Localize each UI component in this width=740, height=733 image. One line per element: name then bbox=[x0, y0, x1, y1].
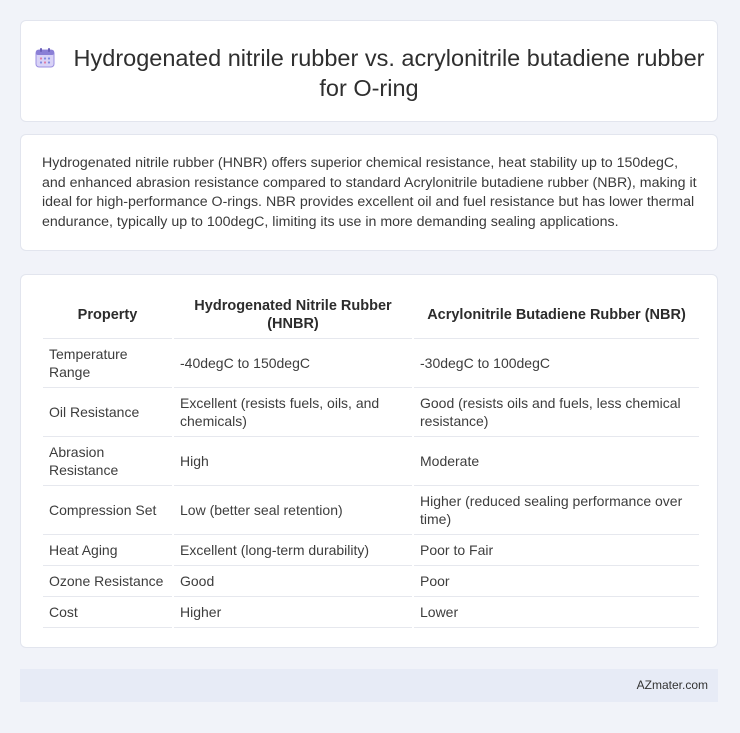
hnbr-cell: High bbox=[173, 437, 413, 486]
property-cell: Ozone Resistance bbox=[43, 566, 173, 597]
page-title: Hydrogenated nitrile rubber vs. acrylonitrile butadiene rubber for O-ring bbox=[73, 45, 705, 101]
nbr-cell: Poor to Fair bbox=[413, 535, 699, 566]
header-hnbr: Hydrogenated Nitrile Rubber (HNBR) bbox=[173, 292, 413, 339]
property-cell: Cost bbox=[43, 597, 173, 628]
nbr-cell: -30degC to 100degC bbox=[413, 339, 699, 388]
summary-text: Hydrogenated nitrile rubber (HNBR) offers superior chemical resistance, heat stability up to 150degC, and enhanced abrasion resistance compared to standard Acrylonitrile butadiene rubber (NBR), making it ideal for high-performance O-rings. NBR provides excellent oil and fuel resistance but has lower thermal endurance, typically up to 100degC, limiting its use in more demanding sealing applications. bbox=[42, 155, 697, 230]
nbr-cell: Poor bbox=[413, 566, 699, 597]
footer-brand[interactable]: AZmater.com bbox=[636, 678, 708, 692]
hnbr-cell: -40degC to 150degC bbox=[173, 339, 413, 388]
hnbr-cell: Excellent (resists fuels, oils, and chemicals) bbox=[173, 388, 413, 437]
property-cell: Compression Set bbox=[43, 486, 173, 535]
property-cell: Temperature Range bbox=[43, 339, 173, 388]
table-row bbox=[43, 437, 699, 486]
comparison-card bbox=[20, 274, 718, 648]
title-card bbox=[20, 20, 718, 122]
property-cell: Abrasion Resistance bbox=[43, 437, 173, 486]
table-row bbox=[43, 388, 699, 437]
table-row bbox=[43, 339, 699, 388]
footer-bar bbox=[20, 669, 718, 702]
header-nbr: Acrylonitrile Butadiene Rubber (NBR) bbox=[413, 292, 699, 339]
property-cell: Oil Resistance bbox=[43, 388, 173, 437]
hnbr-cell: Good bbox=[173, 566, 413, 597]
table-row bbox=[43, 566, 699, 597]
table-row bbox=[43, 535, 699, 566]
summary-card bbox=[20, 134, 718, 251]
hnbr-cell: Low (better seal retention) bbox=[173, 486, 413, 535]
nbr-cell: Good (resists oils and fuels, less chemical resistance) bbox=[413, 388, 699, 437]
calendar-icon bbox=[34, 47, 56, 69]
table-header-row bbox=[43, 292, 699, 339]
page-title-wrap bbox=[21, 43, 717, 103]
hnbr-cell: Excellent (long-term durability) bbox=[173, 535, 413, 566]
property-cell: Heat Aging bbox=[43, 535, 173, 566]
table-row bbox=[43, 486, 699, 535]
header-property: Property bbox=[43, 292, 173, 339]
table-row bbox=[43, 597, 699, 628]
comparison-table bbox=[43, 292, 699, 628]
nbr-cell: Higher (reduced sealing performance over time) bbox=[413, 486, 699, 535]
hnbr-cell: Higher bbox=[173, 597, 413, 628]
nbr-cell: Moderate bbox=[413, 437, 699, 486]
nbr-cell: Lower bbox=[413, 597, 699, 628]
